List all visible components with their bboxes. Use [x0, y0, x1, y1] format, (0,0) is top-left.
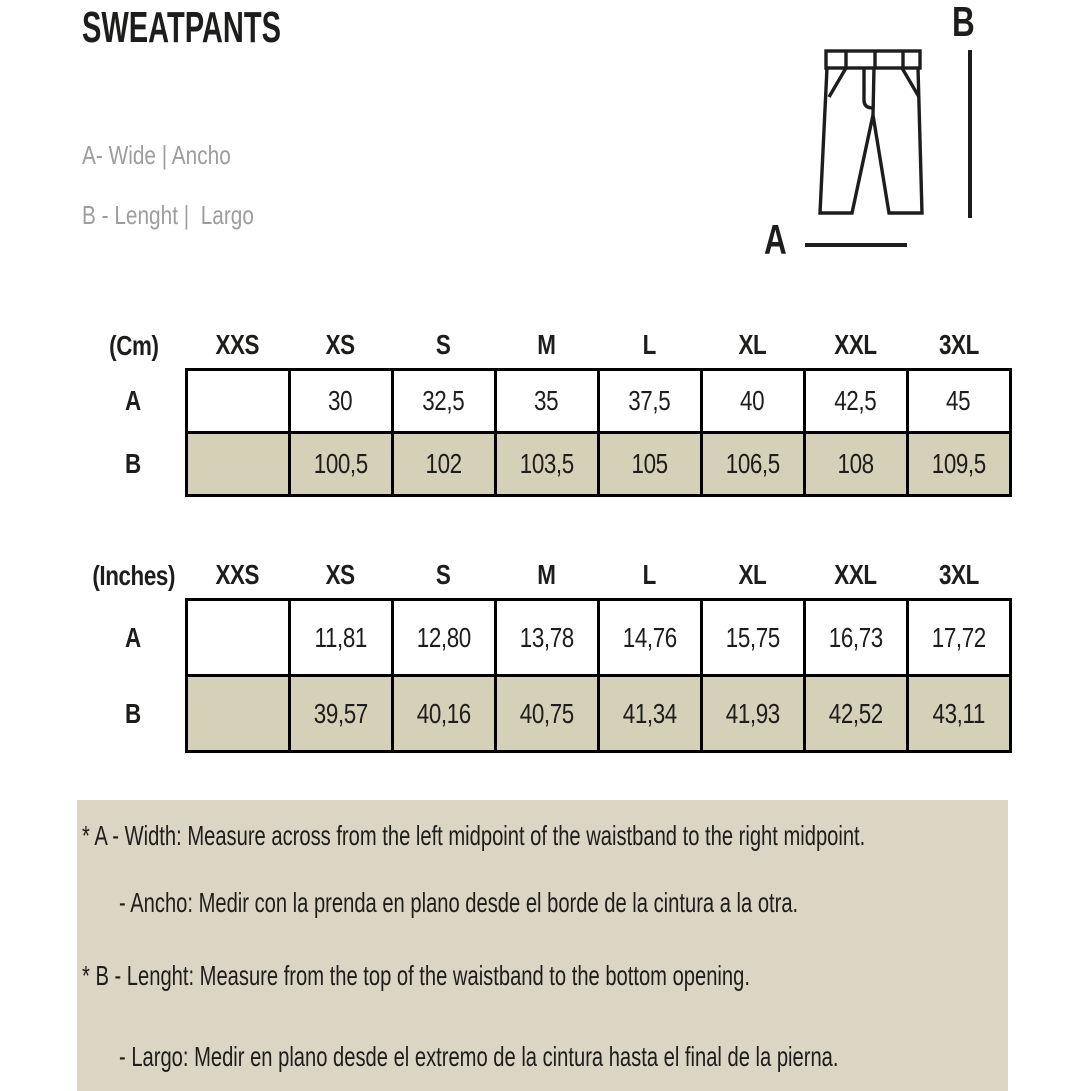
- size-header-xxl: XXL: [834, 559, 877, 590]
- legend-width-text: A- Wide | Ancho: [82, 140, 231, 170]
- cell-cm-a-xs: 30: [289, 370, 392, 433]
- size-header-xxs: XXS: [215, 559, 260, 590]
- table-header-row: [82, 322, 1010, 370]
- table-row-a: [82, 600, 1010, 676]
- cell-cm-b-s: 102: [392, 433, 495, 496]
- table-row-b: [82, 676, 1010, 752]
- cell-cm-a-l: 37,5: [598, 370, 701, 433]
- page-title: [82, 3, 383, 53]
- table-row-b: [82, 433, 1010, 496]
- cell-in-a-l: 14,76: [598, 600, 701, 676]
- size-header-3xl: 3XL: [938, 329, 979, 360]
- cell-in-b-xxs: [186, 676, 289, 752]
- cell-cm-a-xxs: [186, 370, 289, 433]
- cell-in-a-m: 13,78: [495, 600, 598, 676]
- cell-cm-b-l: 105: [598, 433, 701, 496]
- cell-cm-b-xxs: [186, 433, 289, 496]
- cell-in-b-m: 40,75: [495, 676, 598, 752]
- cell-cm-a-xl: 40: [701, 370, 804, 433]
- cell-cm-a-xxl: 42,5: [804, 370, 907, 433]
- length-dimension-line: [968, 50, 972, 218]
- table-header-row: [82, 552, 1010, 600]
- size-header-xl: XL: [738, 329, 767, 360]
- size-header-xl: XL: [738, 559, 767, 590]
- cell-in-b-l: 41,34: [598, 676, 701, 752]
- size-table-inches: [82, 552, 1012, 753]
- measuring-notes-box: [77, 800, 1008, 1091]
- cell-in-b-xxl: 42,52: [804, 676, 907, 752]
- legend-width: [82, 140, 268, 171]
- note-width-es: - Ancho: Medir con la prenda en plano desde el borde de la cintura a la otra.: [119, 887, 799, 918]
- width-dimension-letter: A: [764, 216, 787, 263]
- table-row-a: [82, 370, 1010, 433]
- cell-in-a-s: 12,80: [392, 600, 495, 676]
- size-header-xs: XS: [325, 559, 356, 590]
- row-label-b: B: [82, 433, 186, 496]
- size-header-s: S: [436, 559, 451, 590]
- size-header-m: M: [537, 329, 556, 360]
- cell-in-b-s: 40,16: [392, 676, 495, 752]
- legend-length: [82, 200, 297, 231]
- size-header-l: L: [642, 559, 657, 590]
- size-header-m: M: [537, 559, 556, 590]
- length-dimension-letter: B: [952, 0, 975, 45]
- cell-cm-a-m: 35: [495, 370, 598, 433]
- cell-in-a-xxs: [186, 600, 289, 676]
- cell-cm-b-3xl: 109,5: [907, 433, 1010, 496]
- cell-cm-b-m: 103,5: [495, 433, 598, 496]
- size-table-cm: [82, 322, 1012, 497]
- row-label-a: A: [82, 370, 186, 433]
- legend-length-text: B - Lenght | Largo: [82, 200, 254, 230]
- row-label-a: A: [82, 600, 186, 676]
- cell-cm-b-xs: 100,5: [289, 433, 392, 496]
- page-title-text: SWEATPANTS: [82, 3, 281, 52]
- cell-in-b-xl: 41,93: [701, 676, 804, 752]
- unit-label: (Inches): [92, 559, 176, 591]
- cell-in-a-xs: 11,81: [289, 600, 392, 676]
- cell-cm-a-3xl: 45: [907, 370, 1010, 433]
- note-width-en: * A - Width: Measure across from the left midpoint of the waistband to the right midpoint.: [82, 820, 866, 851]
- size-header-l: L: [642, 329, 657, 360]
- size-header-xs: XS: [325, 329, 356, 360]
- unit-label: (Cm): [109, 329, 159, 361]
- cell-in-a-3xl: 17,72: [907, 600, 1010, 676]
- cell-cm-b-xl: 106,5: [701, 433, 804, 496]
- size-header-xxl: XXL: [834, 329, 877, 360]
- note-length-en: * B - Lenght: Measure from the top of the waistband to the bottom opening.: [82, 960, 750, 991]
- width-dimension-line: [805, 243, 907, 247]
- size-header-3xl: 3XL: [938, 559, 979, 590]
- cell-cm-b-xxl: 108: [804, 433, 907, 496]
- cell-in-a-xl: 15,75: [701, 600, 804, 676]
- row-label-b: B: [82, 676, 186, 752]
- cell-in-a-xxl: 16,73: [804, 600, 907, 676]
- note-length-es: - Largo: Medir en plano desde el extremo de la cintura hasta el final de la pierna.: [119, 1041, 839, 1072]
- cell-in-b-xs: 39,57: [289, 676, 392, 752]
- cell-in-b-3xl: 43,11: [907, 676, 1010, 752]
- cell-cm-a-s: 32,5: [392, 370, 495, 433]
- size-header-s: S: [436, 329, 451, 360]
- size-header-xxs: XXS: [215, 329, 260, 360]
- sweatpants-icon: [818, 47, 926, 217]
